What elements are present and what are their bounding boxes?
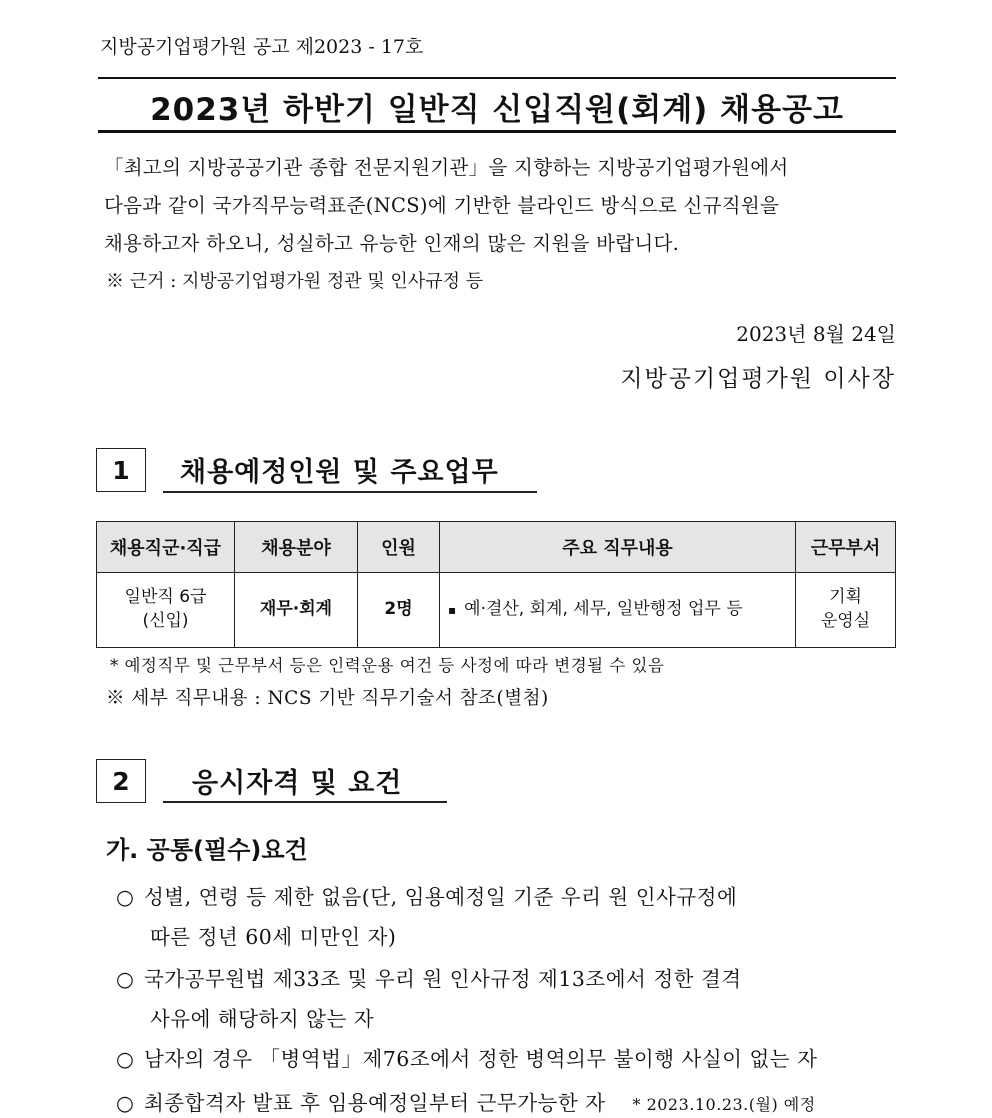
section-2-number: 2 — [96, 759, 146, 803]
intro-line-2: 다음과 같이 국가직무능력표준(NCS)에 기반한 블라인드 방식으로 신규직원을 — [104, 194, 780, 217]
header-field: 채용분야 — [235, 522, 358, 573]
circle-bullet-icon: ○ — [116, 1047, 135, 1071]
recruitment-table — [96, 521, 896, 648]
dept-line-2: 운영실 — [820, 611, 871, 631]
cell-field: 재무·회계 — [235, 573, 358, 648]
circle-bullet-icon: ○ — [116, 885, 135, 909]
section-1-underline — [163, 491, 537, 493]
circle-bullet-icon: ○ — [116, 967, 135, 991]
grade-line-2: (신입) — [142, 611, 189, 631]
table-note-2: ※ 세부 직무내용 : NCS 기반 직무기술서 참조(별첨) — [106, 688, 549, 709]
requirement-1-cont: 따른 정년 60세 미만인 자) — [150, 925, 397, 949]
cell-grade — [97, 573, 235, 648]
requirement-2-cont: 사유에 해당하지 않는 자 — [150, 1007, 375, 1031]
intro-line-3: 채용하고자 하오니, 성실하고 유능한 인재의 많은 지원을 바랍니다. — [104, 232, 680, 255]
requirement-4-note: * 2023.10.23.(월) 예정 — [632, 1095, 816, 1114]
table-header-row — [97, 522, 896, 573]
section-1-title: 채용예정인원 및 주요업무 — [180, 457, 499, 488]
cell-duty — [440, 573, 796, 648]
table-note-1: * 예정직무 및 근무부서 등은 인력운용 여건 등 사정에 따라 변경될 수 있음 — [110, 656, 665, 675]
dept-line-1: 기획 — [829, 587, 862, 608]
requirement-4-text: 최종합격자 발표 후 임용예정일부터 근무가능한 자 — [144, 1091, 606, 1115]
requirement-3 — [116, 1042, 817, 1072]
square-bullet-icon: ▪ — [448, 603, 457, 618]
requirement-2 — [116, 962, 742, 992]
signer: 지방공기업평가원 이사장 — [620, 366, 896, 392]
section-2-underline — [163, 801, 447, 803]
requirement-4 — [116, 1086, 816, 1116]
title-top-rule — [98, 77, 896, 79]
requirement-1 — [116, 880, 737, 910]
section-2-title: 응시자격 및 요건 — [192, 768, 403, 799]
section-1-number: 1 — [96, 448, 146, 492]
circle-bullet-icon: ○ — [116, 1091, 135, 1115]
grade-line-1: 일반직 6급 — [124, 587, 207, 608]
requirement-2-text: 국가공무원법 제33조 및 우리 원 인사규정 제13조에서 정한 결격 — [144, 967, 742, 991]
title-bottom-rule — [98, 130, 896, 133]
intro-line-1: 「최고의 지방공공기관 종합 전문지원기관」을 지향하는 지방공기업평가원에서 — [104, 156, 789, 179]
notice-date: 2023년 8월 24일 — [736, 322, 896, 346]
header-duty: 주요 직무내용 — [440, 522, 796, 573]
basis-note: ※ 근거 : 지방공기업평가원 정관 및 인사규정 등 — [106, 271, 484, 292]
header-grade: 채용직군·직급 — [97, 522, 235, 573]
cell-count: 2명 — [358, 573, 440, 648]
page-title: 2023년 하반기 일반직 신입직원(회계) 채용공고 — [150, 92, 844, 128]
table-row — [97, 573, 896, 648]
requirement-3-text: 남자의 경우 「병역법」제76조에서 정한 병역의무 불이행 사실이 없는 자 — [144, 1047, 818, 1071]
requirement-1-text: 성별, 연령 등 제한 없음(단, 임용예정일 기준 우리 원 인사규정에 — [144, 885, 738, 909]
cell-dept — [796, 573, 896, 648]
duty-text: 예·결산, 회계, 세무, 일반행정 업무 등 — [464, 599, 743, 620]
subsection-title: 가. 공통(필수)요건 — [106, 836, 308, 864]
header-dept: 근무부서 — [796, 522, 896, 573]
notice-number: 지방공기업평가원 공고 제2023 - 17호 — [100, 36, 424, 58]
header-count: 인원 — [358, 522, 440, 573]
